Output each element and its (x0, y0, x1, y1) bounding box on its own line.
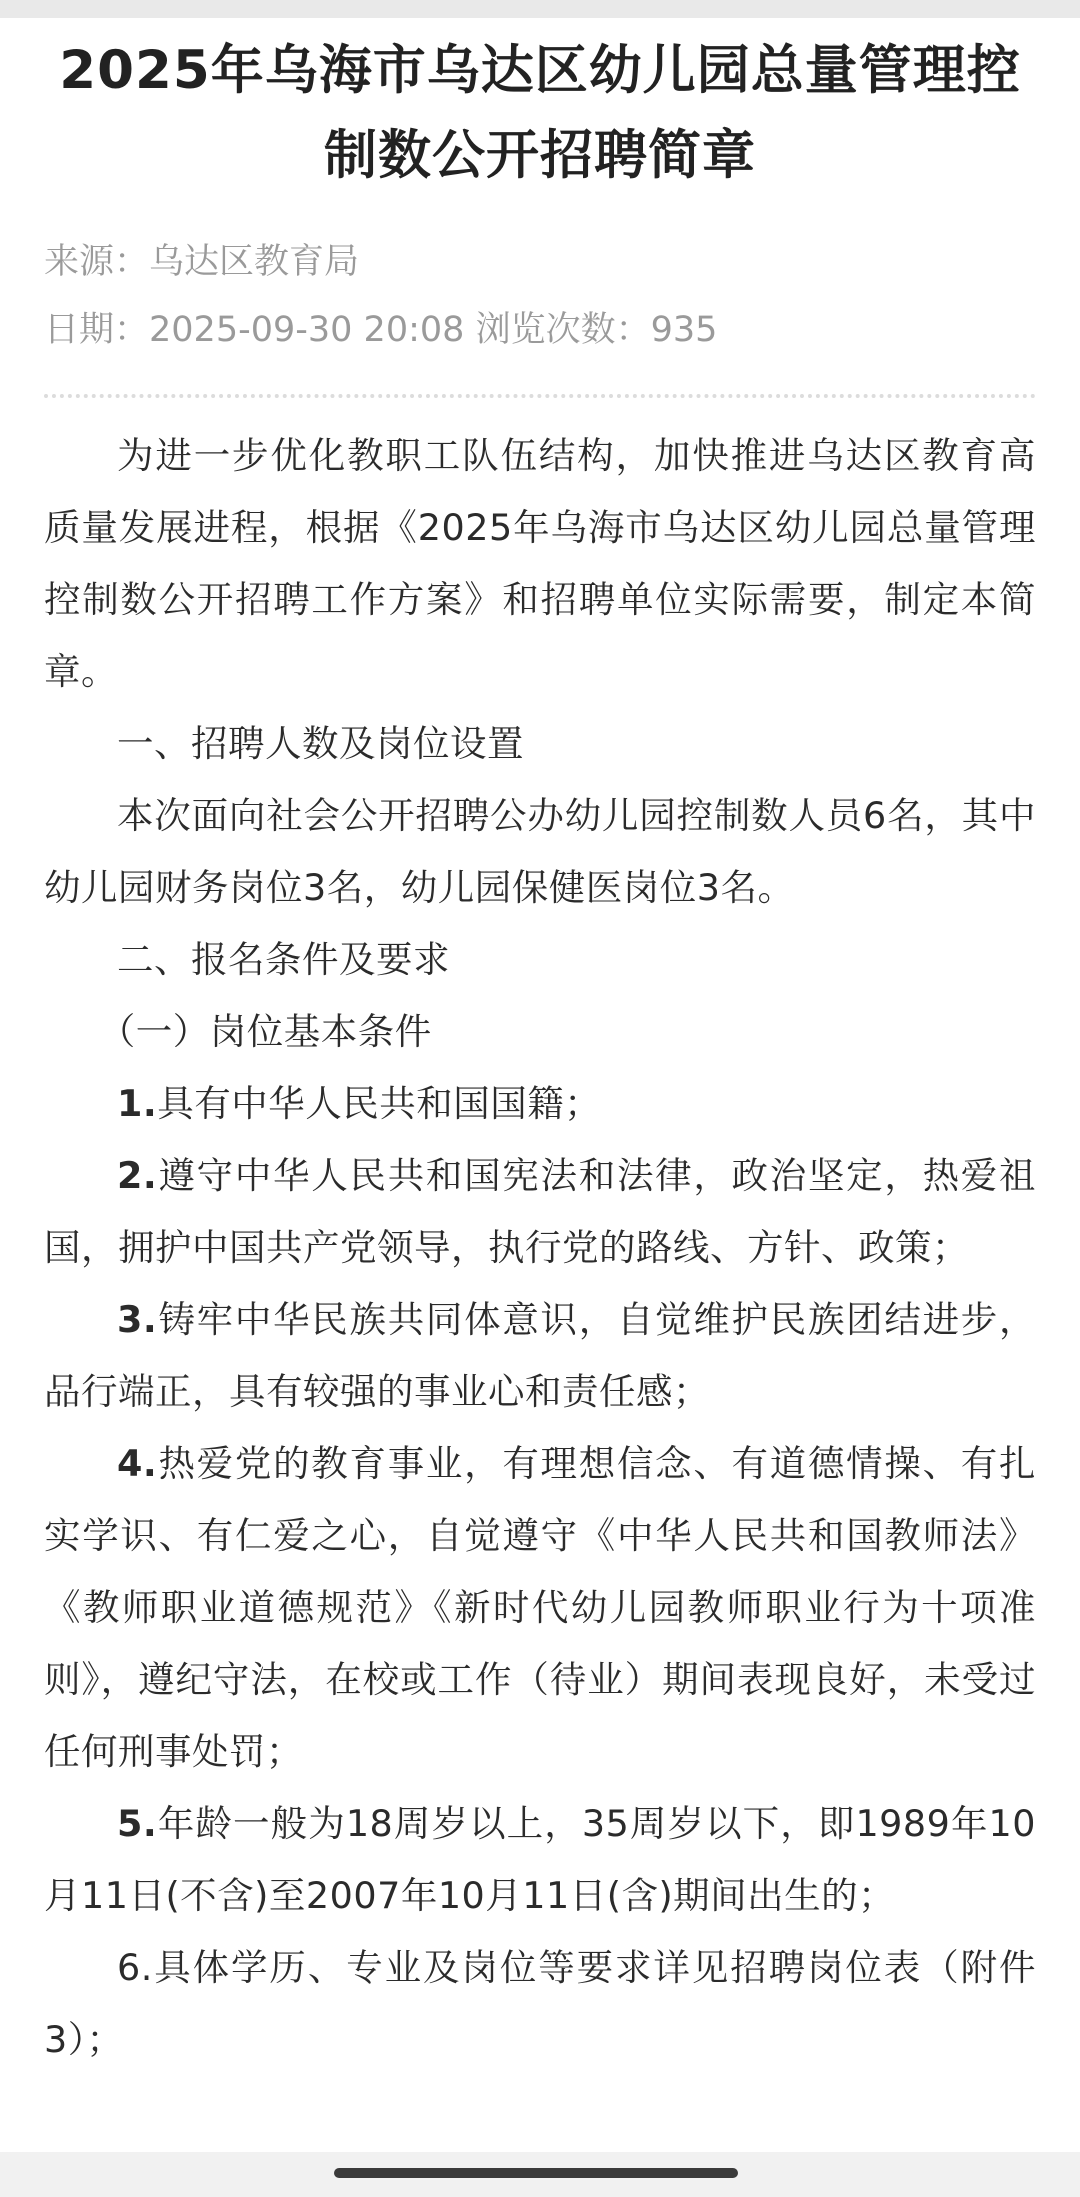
list-item (44, 1068, 1036, 1140)
source-line (44, 228, 1036, 296)
item-text: 热爱党的教育事业，有理想信念、有道德情操、有扎实学识、有仁爱之心，自觉遵守《中华人民共和国教师法》《教师职业道德规范》《新时代幼儿园教师职业行为十项准则》，遵纪守法，在校或工作（待业）期间表现良好，未受过任何刑事处罚； (44, 1442, 1036, 1773)
item-text: 具有中华人民共和国国籍； (157, 1082, 602, 1125)
subsection-heading: （一）岗位基本条件 (98, 1010, 432, 1053)
item-text: 年龄一般为18周岁以上，35周岁以下，即1989年10月11日(不含)至2007年10月11日(含)期间出生的； (44, 1802, 1036, 1917)
item-text: 具体学历、专业及岗位等要求详见招聘岗位表（附件3）； (44, 1946, 1036, 2061)
list-item (44, 1140, 1036, 1284)
item-number: 5. (117, 1802, 158, 1845)
intro-paragraph: 为进一步优化教职工队伍结构，加快推进乌达区教育高质量发展进程，根据《2025年乌海市乌达区幼儿园总量管理控制数公开招聘工作方案》和招聘单位实际需要，制定本简章。 (44, 434, 1036, 693)
gesture-bar-area (0, 2152, 1080, 2197)
views-count: 935 (650, 310, 718, 350)
list-item (44, 1932, 1036, 2076)
article (44, 18, 1036, 2076)
views-label: 浏览次数： (475, 310, 651, 350)
section-heading: 一、招聘人数及岗位设置 (117, 722, 524, 765)
item-number: 3. (117, 1298, 158, 1341)
source-value: 乌达区教育局 (149, 242, 360, 282)
status-bar-strip (0, 0, 1080, 18)
list-item (44, 1788, 1036, 1932)
divider (44, 394, 1036, 398)
source-label: 来源： (44, 242, 150, 282)
item-number: 6. (117, 1946, 153, 1989)
home-indicator[interactable] (334, 2168, 738, 2178)
section-paragraph: 本次面向社会公开招聘公办幼儿园控制数人员6名，其中幼儿园财务岗位3名，幼儿园保健医岗位3名。 (44, 794, 1036, 909)
item-number: 1. (117, 1082, 158, 1125)
page-title: 2025年乌海市乌达区幼儿园总量管理控制数公开招聘简章 (59, 40, 1021, 186)
item-text: 铸牢中华民族共同体意识，自觉维护民族团结进步，品行端正，具有较强的事业心和责任感； (44, 1298, 1036, 1413)
date-value: 2025-09-30 20:08 (149, 310, 465, 350)
item-number: 2. (117, 1154, 158, 1197)
date-line (44, 296, 1036, 364)
list-item (44, 1428, 1036, 1788)
date-label: 日期： (44, 310, 150, 350)
item-text: 遵守中华人民共和国宪法和法律，政治坚定，热爱祖国，拥护中国共产党领导，执行党的路线、方针、政策； (44, 1154, 1036, 1269)
list-item (44, 1284, 1036, 1428)
article-body (44, 420, 1036, 2076)
item-number: 4. (117, 1442, 158, 1485)
article-meta (44, 228, 1036, 364)
section-heading: 二、报名条件及要求 (117, 938, 450, 981)
